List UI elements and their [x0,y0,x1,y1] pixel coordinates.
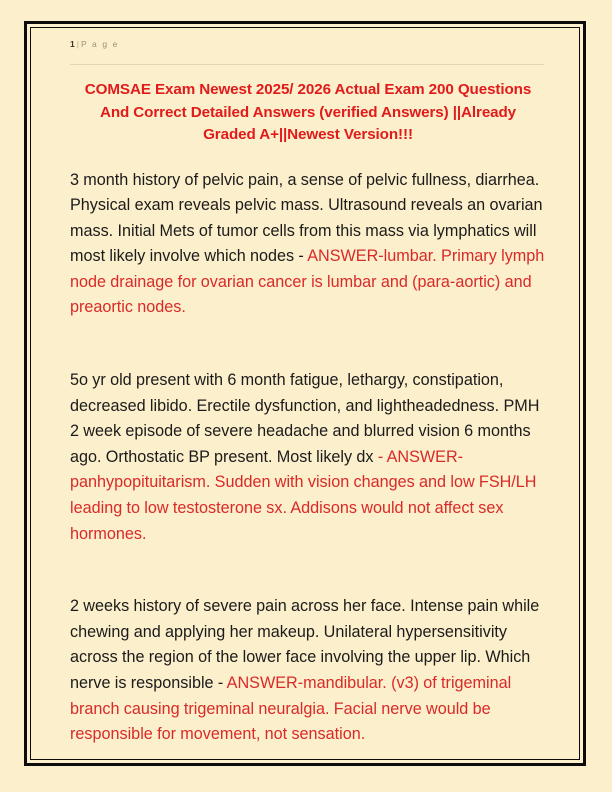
answer-text-2: - ANSWER-panhypopituitarism. Sudden with vision changes and low FSH/LH leading to low testosterone sx. Addisons would not affect sex hormones. [70,447,537,543]
qa-item-1 [70,168,548,322]
document-body [36,79,574,748]
page-number: 1 [70,39,75,49]
answer-text-1: ANSWER-lumbar. Primary lymph node drainage for ovarian cancer is lumbar and (para-aortic) and preaortic nodes. [70,247,545,317]
page-title: COMSAE Exam Newest 2025/ 2026 Actual Exam 200 Questions And Correct Detailed Answers (verified Answers) ||Already Graded A+||Newest Version!!! [84,81,532,143]
qa-item-3 [70,594,548,748]
question-text-2: 5o yr old present with 6 month fatigue, lethargy, constipation, decreased libido. Erectile dysfunction, and lightheadedness. PMH 2 week episode of severe headache and blurred vision 6 months ago. Orthostatic BP present. Most likely dx [70,371,540,466]
header-separator: | [76,39,79,49]
page-header [36,33,574,61]
question-text-1: 3 month history of pelvic pain, a sense of pelvic fullness, diarrhea. Physical exam reveals pelvic mass. Ultrasound reveals an ovarian mass. Initial Mets of tumor cells from this mass via lymphatics will most likely involve which nodes - [70,170,543,266]
qa-item-2 [70,368,548,547]
answer-text-3: ANSWER-mandibular. (v3) of trigeminal branch causing trigeminal neuralgia. Facial nerve would be responsible for movement, not sensation. [70,674,512,744]
question-text-3: 2 weeks history of severe pain across her face. Intense pain while chewing and applying her makeup. Unilateral hypersensitivity across the region of the lower face involving the upper lip. Which nerve is responsible - [70,597,540,692]
page-label: P a g e [80,39,119,49]
page-content [36,33,574,754]
header-divider [70,64,544,65]
